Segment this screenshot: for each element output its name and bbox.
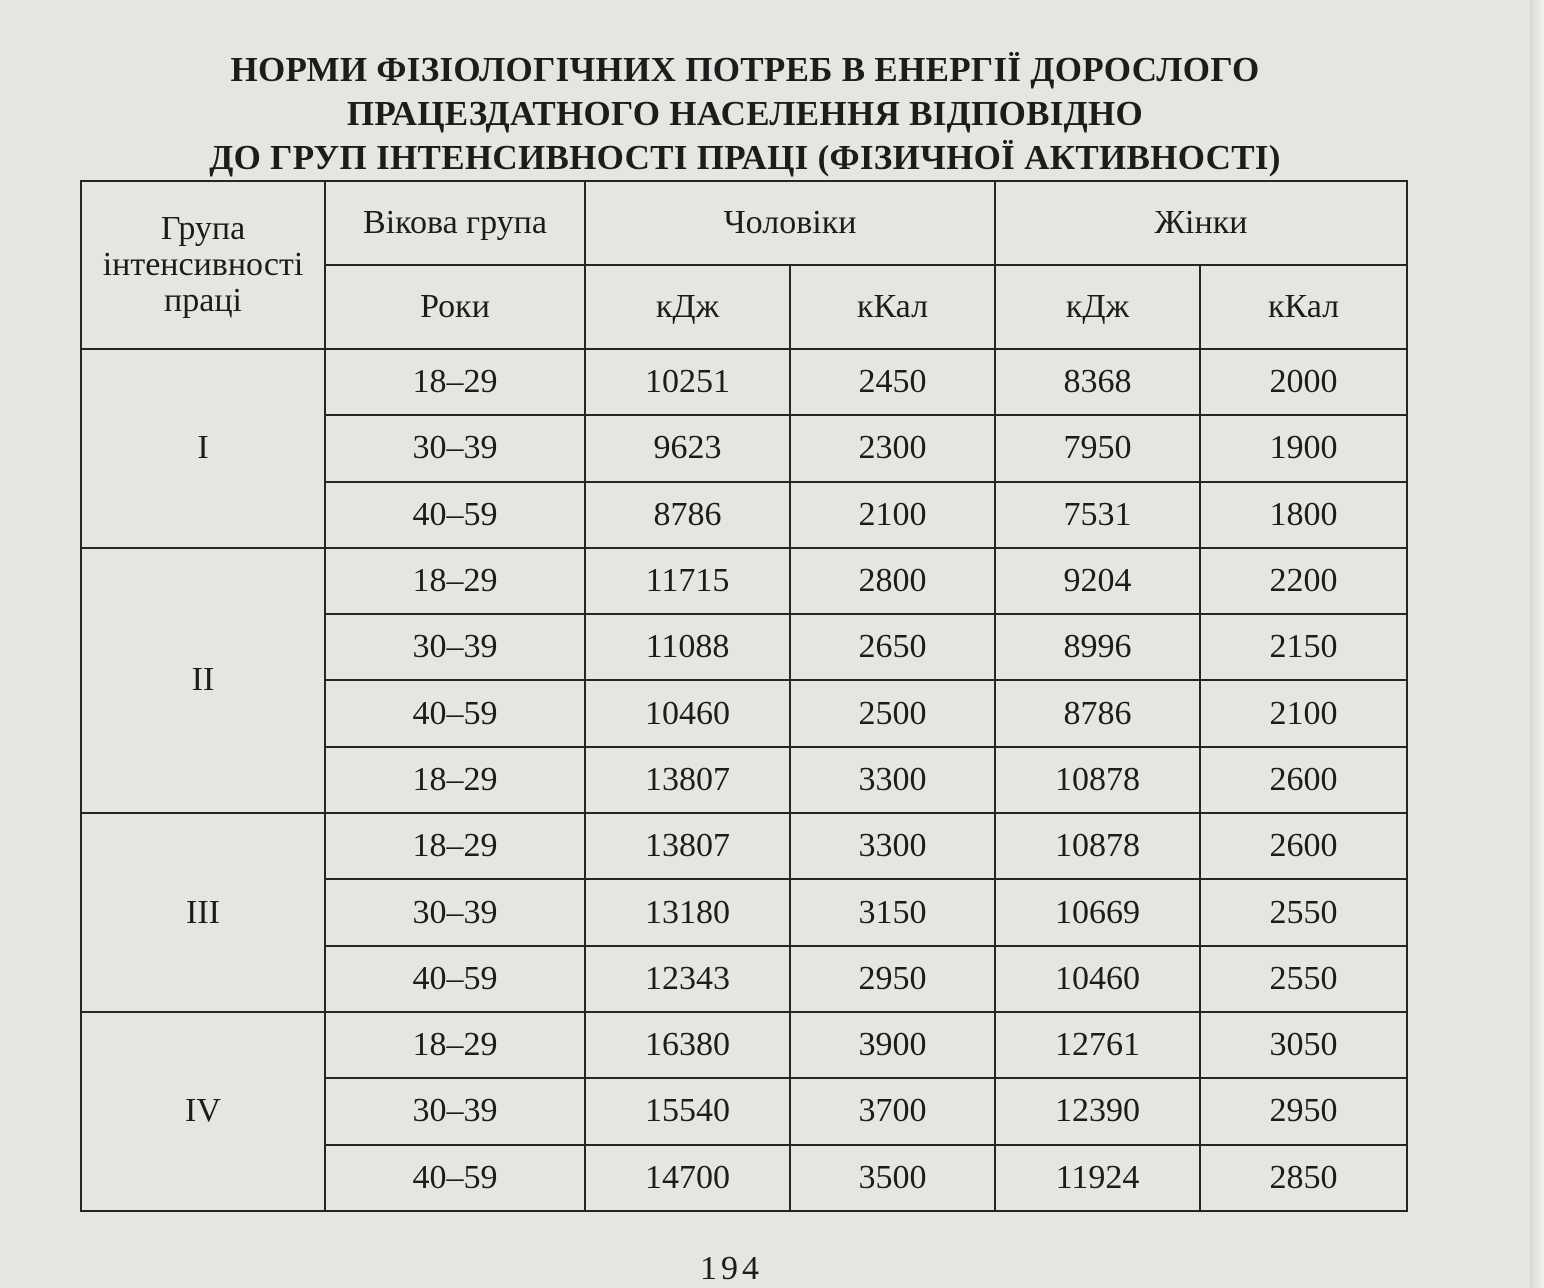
age-cell: 30–39 [325,879,585,945]
women-kcal-cell: 2100 [1200,680,1407,746]
women-kj-cell: 7531 [995,482,1200,548]
title-line-3: ДО ГРУП ІНТЕНСИВНОСТІ ПРАЦІ (ФІЗИЧНОЇ АКТИВНОСТІ) [209,138,1281,177]
women-kj-cell: 10460 [995,946,1200,1012]
men-kcal-cell: 2950 [790,946,995,1012]
women-kcal-cell: 2000 [1200,349,1407,415]
age-cell: 18–29 [325,548,585,614]
page-number: 194 [700,1250,763,1287]
women-kj-cell: 8996 [995,614,1200,680]
header-women-kj: кДж [995,265,1200,349]
energy-norms-table [80,180,1408,1212]
men-kj-cell: 10251 [585,349,790,415]
men-kcal-cell: 2650 [790,614,995,680]
header-men: Чоловіки [585,181,995,265]
men-kcal-cell: 2500 [790,680,995,746]
title-line-2: ПРАЦЕЗДАТНОГО НАСЕЛЕННЯ ВІДПОВІДНО [346,94,1144,133]
title-line-1: НОРМИ ФІЗІОЛОГІЧНИХ ПОТРЕБ В ЕНЕРГІЇ ДОРОСЛОГО [230,50,1260,89]
women-kj-cell: 7950 [995,415,1200,481]
women-kj-cell: 12390 [995,1078,1200,1144]
women-kcal-cell: 1800 [1200,482,1407,548]
women-kcal-cell: 1900 [1200,415,1407,481]
men-kcal-cell: 2100 [790,482,995,548]
women-kj-cell: 10878 [995,747,1200,813]
women-kcal-cell: 2150 [1200,614,1407,680]
men-kj-cell: 14700 [585,1145,790,1211]
women-kj-cell: 10878 [995,813,1200,879]
women-kcal-cell: 2850 [1200,1145,1407,1211]
intensity-group-cell: III [81,813,325,1012]
men-kcal-cell: 3150 [790,879,995,945]
intensity-group-cell: IV [81,1012,325,1211]
women-kj-cell: 8786 [995,680,1200,746]
women-kcal-cell: 2600 [1200,813,1407,879]
header-age-group: Вікова група [325,181,585,265]
age-cell: 40–59 [325,1145,585,1211]
header-group-word: Група [160,210,246,247]
men-kcal-cell: 3300 [790,813,995,879]
age-cell: 40–59 [325,680,585,746]
age-cell: 18–29 [325,1012,585,1078]
women-kcal-cell: 2200 [1200,548,1407,614]
table-body [81,349,1407,1211]
men-kcal-cell: 3700 [790,1078,995,1144]
men-kj-cell: 12343 [585,946,790,1012]
header-intensity-group [81,181,325,349]
age-cell: 18–29 [325,813,585,879]
men-kj-cell: 10460 [585,680,790,746]
page-edge-shadow [1530,0,1544,1288]
page-title [90,48,1400,180]
men-kcal-cell: 2300 [790,415,995,481]
men-kcal-cell: 2450 [790,349,995,415]
age-cell: 18–29 [325,747,585,813]
women-kcal-cell: 3050 [1200,1012,1407,1078]
men-kj-cell: 9623 [585,415,790,481]
women-kj-cell: 11924 [995,1145,1200,1211]
header-women: Жінки [995,181,1407,265]
men-kcal-cell: 3500 [790,1145,995,1211]
header-intensity-word: інтенсивності [102,246,304,283]
header-men-kcal: кКал [790,265,995,349]
women-kj-cell: 12761 [995,1012,1200,1078]
table-row [81,1012,1407,1078]
men-kj-cell: 13807 [585,747,790,813]
intensity-group-cell: II [81,548,325,813]
header-labor-word: праці [164,282,242,319]
men-kj-cell: 13180 [585,879,790,945]
men-kj-cell: 11088 [585,614,790,680]
men-kj-cell: 11715 [585,548,790,614]
table-row [81,548,1407,614]
age-cell: 30–39 [325,614,585,680]
header-men-kj: кДж [585,265,790,349]
table-row [81,349,1407,415]
women-kj-cell: 10669 [995,879,1200,945]
age-cell: 40–59 [325,482,585,548]
header-years: Роки [325,265,585,349]
table-header [81,181,1407,349]
women-kj-cell: 9204 [995,548,1200,614]
women-kj-cell: 8368 [995,349,1200,415]
age-cell: 30–39 [325,415,585,481]
table-row [81,813,1407,879]
intensity-group-cell: I [81,349,325,548]
men-kcal-cell: 3300 [790,747,995,813]
men-kj-cell: 15540 [585,1078,790,1144]
men-kcal-cell: 2800 [790,548,995,614]
women-kcal-cell: 2600 [1200,747,1407,813]
women-kcal-cell: 2950 [1200,1078,1407,1144]
women-kcal-cell: 2550 [1200,879,1407,945]
women-kcal-cell: 2550 [1200,946,1407,1012]
age-cell: 30–39 [325,1078,585,1144]
age-cell: 18–29 [325,349,585,415]
men-kj-cell: 16380 [585,1012,790,1078]
age-cell: 40–59 [325,946,585,1012]
men-kj-cell: 13807 [585,813,790,879]
header-women-kcal: кКал [1200,265,1407,349]
men-kj-cell: 8786 [585,482,790,548]
men-kcal-cell: 3900 [790,1012,995,1078]
